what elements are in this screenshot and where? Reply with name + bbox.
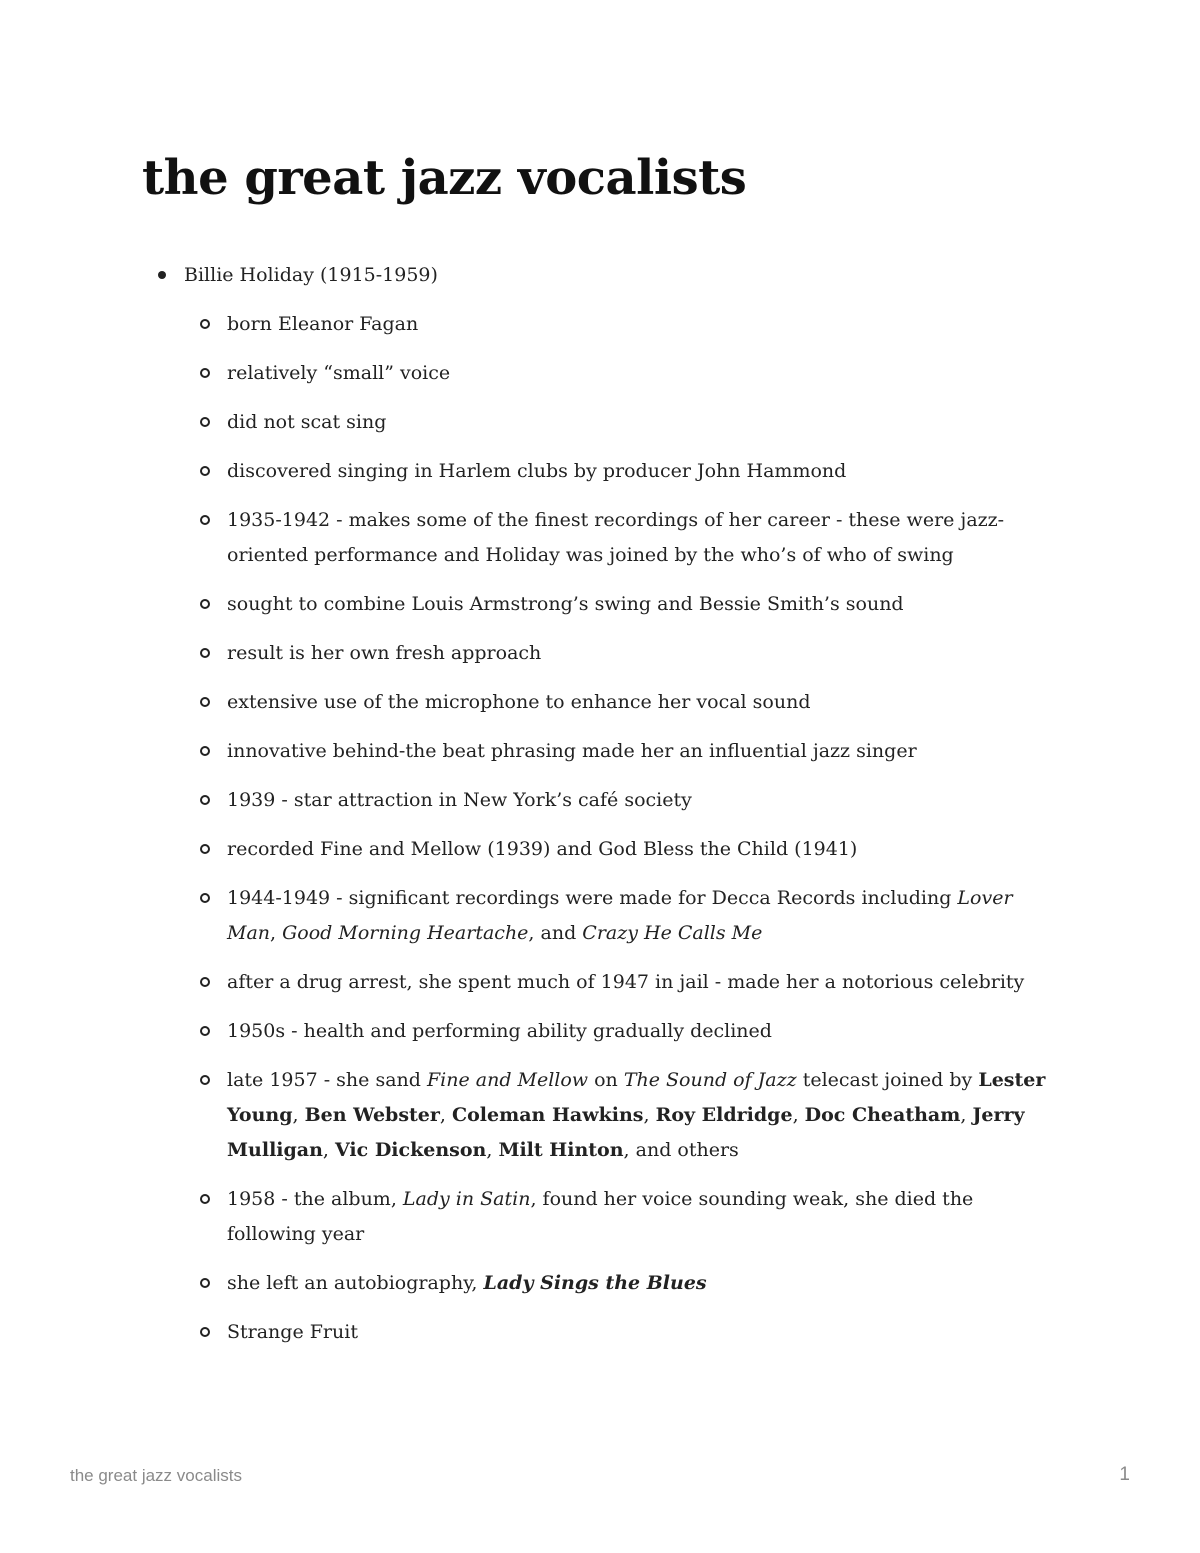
text-segment: Lady Sings the Blues bbox=[483, 1272, 707, 1294]
bullet-circle-icon bbox=[200, 599, 210, 609]
sub-list-item-text bbox=[227, 454, 1067, 489]
bullet-circle-icon bbox=[200, 368, 210, 378]
sub-list-item-text bbox=[227, 965, 1067, 1000]
bullet-circle-icon bbox=[200, 1075, 210, 1085]
text-segment: Milt Hinton bbox=[498, 1139, 624, 1161]
text-segment: relatively “small” voice bbox=[227, 362, 451, 384]
text-segment: 1944-1949 - significant recordings were made for Decca Records including bbox=[227, 887, 958, 909]
text-segment: Fine and Mellow bbox=[426, 1069, 589, 1091]
sub-list-item bbox=[0, 454, 1067, 489]
sub-list-item-text bbox=[227, 1266, 1067, 1301]
sub-list-item bbox=[0, 832, 1067, 867]
text-segment: 1935-1942 - makes some of the finest recordings of her career - these were jazz-oriented performance and Holiday was joined by the who’s of who of swing bbox=[227, 509, 1005, 566]
sub-list-item-text bbox=[227, 1014, 1067, 1049]
text-segment: telecast joined by bbox=[796, 1069, 979, 1091]
sub-list-item bbox=[0, 734, 1067, 769]
text-segment: Vic Dickenson bbox=[335, 1139, 487, 1161]
sub-list-item-text bbox=[227, 356, 1067, 391]
text-segment: Roy Eldridge bbox=[655, 1104, 793, 1126]
sub-list-item bbox=[0, 1063, 1067, 1168]
sub-list-item-text bbox=[227, 307, 1067, 342]
list-item-label: Billie Holiday (1915-1959) bbox=[184, 264, 438, 286]
text-segment: Crazy He Calls Me bbox=[582, 922, 763, 944]
text-segment: , bbox=[960, 1104, 973, 1126]
text-segment: Jerry Mulligan bbox=[227, 1104, 1025, 1161]
sub-list-item bbox=[0, 881, 1067, 951]
sub-list-item bbox=[0, 636, 1067, 671]
bullet-circle-icon bbox=[200, 893, 210, 903]
bullet-circle-icon bbox=[200, 746, 210, 756]
text-segment: recorded Fine and Mellow (1939) and God Bless the Child (1941) bbox=[227, 838, 858, 860]
text-segment: born Eleanor Fagan bbox=[227, 313, 419, 335]
sub-list-item-text bbox=[227, 636, 1067, 671]
text-segment: , bbox=[322, 1139, 336, 1161]
sub-list-item bbox=[0, 1266, 1067, 1301]
text-segment: , bbox=[643, 1104, 656, 1126]
text-segment: on bbox=[588, 1069, 624, 1091]
sub-list-item-text bbox=[227, 587, 1067, 622]
sub-list-item bbox=[0, 1182, 1067, 1252]
text-segment: after a drug arrest, she spent much of 1947 in jail - made her a notorious celebrity bbox=[227, 971, 1025, 993]
text-segment: innovative behind-the beat phrasing made her an influential jazz singer bbox=[227, 740, 917, 762]
text-segment: The Sound of Jazz bbox=[623, 1069, 797, 1091]
text-segment: , and bbox=[528, 922, 583, 944]
text-segment: did not scat sing bbox=[227, 411, 387, 433]
bullet-circle-icon bbox=[200, 1278, 210, 1288]
sub-list-item-text bbox=[227, 1315, 1067, 1350]
text-segment: Good Morning Heartache bbox=[282, 922, 529, 944]
bullet-circle-icon bbox=[200, 697, 210, 707]
sub-list-item bbox=[0, 1315, 1067, 1350]
sub-list-item-text bbox=[227, 503, 1067, 573]
text-segment: extensive use of the microphone to enhance her vocal sound bbox=[227, 691, 811, 713]
page-title: the great jazz vocalists bbox=[142, 150, 747, 206]
sub-list-item bbox=[0, 503, 1067, 573]
bullet-circle-icon bbox=[200, 1194, 210, 1204]
text-segment: Lover Man bbox=[227, 887, 1013, 944]
text-segment: , bbox=[439, 1104, 452, 1126]
sub-list-item bbox=[0, 1014, 1067, 1049]
footer-title: the great jazz vocalists bbox=[70, 1466, 242, 1485]
sub-list bbox=[0, 307, 1200, 1350]
text-segment: , bbox=[292, 1104, 305, 1126]
sub-list-item bbox=[0, 587, 1067, 622]
outline-list bbox=[0, 258, 1200, 1350]
sub-list-item bbox=[0, 685, 1067, 720]
bullet-circle-icon bbox=[200, 417, 210, 427]
sub-list-item bbox=[0, 965, 1067, 1000]
bullet-disc-icon bbox=[158, 271, 166, 279]
text-segment: sought to combine Louis Armstrong’s swing and Bessie Smith’s sound bbox=[227, 593, 904, 615]
text-segment: discovered singing in Harlem clubs by producer John Hammond bbox=[227, 460, 847, 482]
sub-list-item bbox=[0, 405, 1067, 440]
bullet-circle-icon bbox=[200, 844, 210, 854]
text-segment: , bbox=[792, 1104, 805, 1126]
text-segment: 1958 - the album, bbox=[227, 1188, 403, 1210]
text-segment: 1950s - health and performing ability gradually declined bbox=[227, 1020, 772, 1042]
text-segment: , bbox=[486, 1139, 499, 1161]
bullet-circle-icon bbox=[200, 319, 210, 329]
sub-list-item bbox=[0, 783, 1067, 818]
text-segment: she left an autobiography, bbox=[227, 1272, 484, 1294]
bullet-circle-icon bbox=[200, 1026, 210, 1036]
text-segment: Doc Cheatham bbox=[804, 1104, 961, 1126]
sub-list-item-text bbox=[227, 734, 1067, 769]
page-number: 1 bbox=[1119, 1464, 1130, 1485]
sub-list-item bbox=[0, 307, 1067, 342]
text-segment: Coleman Hawkins bbox=[452, 1104, 644, 1126]
text-segment: result is her own fresh approach bbox=[227, 642, 542, 664]
bullet-circle-icon bbox=[200, 466, 210, 476]
sub-list-item-text bbox=[227, 881, 1067, 951]
bullet-circle-icon bbox=[200, 1327, 210, 1337]
list-item bbox=[0, 258, 1200, 1350]
sub-list-item-text bbox=[227, 1063, 1067, 1168]
sub-list-item-text bbox=[227, 832, 1067, 867]
sub-list-item-text bbox=[227, 783, 1067, 818]
text-segment: , found her voice sounding weak, she died the following year bbox=[227, 1188, 974, 1245]
text-segment: late 1957 - she sand bbox=[227, 1069, 427, 1091]
sub-list-item-text bbox=[227, 1182, 1067, 1252]
text-segment: Ben Webster bbox=[304, 1104, 440, 1126]
bullet-circle-icon bbox=[200, 648, 210, 658]
text-segment: , and others bbox=[623, 1139, 739, 1161]
sub-list-item-text bbox=[227, 685, 1067, 720]
text-segment: Lady in Satin bbox=[402, 1188, 531, 1210]
bullet-circle-icon bbox=[200, 515, 210, 525]
text-segment: Strange Fruit bbox=[227, 1321, 358, 1343]
bullet-circle-icon bbox=[200, 977, 210, 987]
text-segment: , bbox=[270, 922, 283, 944]
text-segment: Lester Young bbox=[227, 1069, 1046, 1126]
sub-list-item-text bbox=[227, 405, 1067, 440]
sub-list-item bbox=[0, 356, 1067, 391]
text-segment: 1939 - star attraction in New York’s café society bbox=[227, 789, 692, 811]
bullet-circle-icon bbox=[200, 795, 210, 805]
